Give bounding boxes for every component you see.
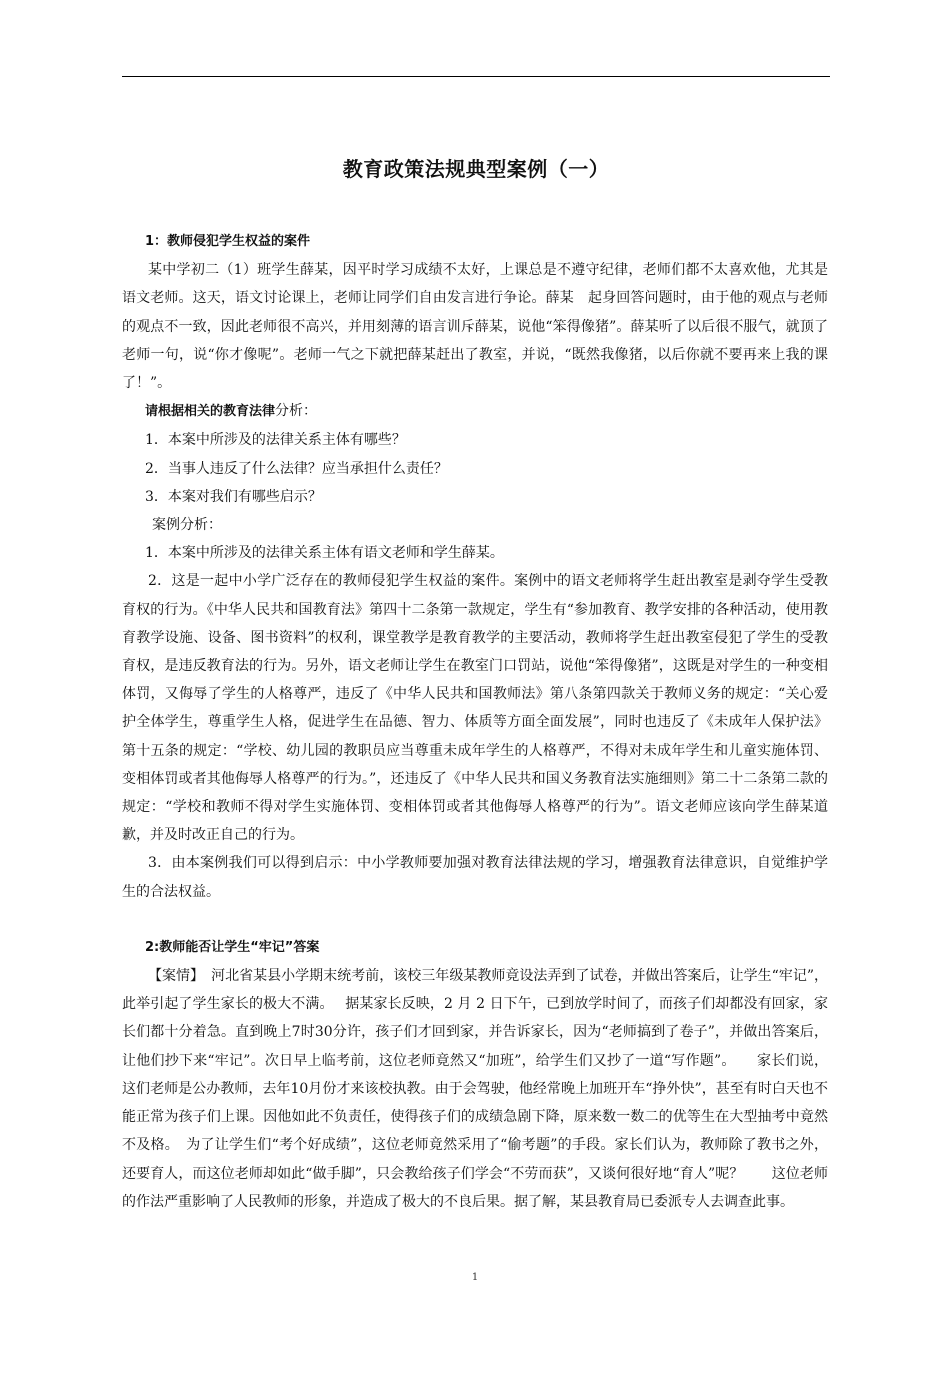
case2-label: 【案情】 xyxy=(148,968,198,985)
header-rule xyxy=(122,76,830,77)
case2-text: 河北省某县小学期末统考前，该校三年级某教师竟设法弄到了试卷，并做出答案后，让学生“牢记”，此举引起了学生家长的极大不满。 据某家长反映，2 月 2 日下午，已到放学时间了，而孩子们却都没有回家，家长们都十分着急。直到晚上7时30分许，孩子们才回到家，并告诉家长，因为“老师搞到了卷子”，并做出答案后，让他们抄下来“牢记”。次日早上临考前，这位老师竟然又“加班”，给学生们又抄了一道“写作题”。 家长们说，这们老师是公办教师，去年10月份才来该校执教。由于会驾驶，他经常晚上加班开车“挣外快”，甚至有时白天也不能正常为孩子们上课。因他如此不负责任，使得孩子们的成绩急剧下降，原来数一数二的优等生在大型抽考中竟然不及格。 为了让学生们“考个好成绩”，这位老师竟然采用了“偷考题”的手段。家长们认为，教师除了教书之外，还要育人，而这位老师却如此“做手脚”，只会教给孩子们学会“不劳而获”，又谈何很好地“育人”呢？ 这位老师的作法严重影响了人民教师的形象，并造成了极大的不良后果。据了解，某县教育局已委派专人去调查此事。 xyxy=(122,968,829,1210)
document-title: 教育政策法规典型案例（一） xyxy=(342,157,610,181)
section-spacer xyxy=(122,906,828,934)
case1-answer: 3．由本案例我们可以得到启示：中小学教师要加强对教育法律法规的学习，增强教育法律意识，自觉维护学生的合法权益。 xyxy=(122,855,828,900)
case2-heading: 2:教师能否让学生“牢记”答案 xyxy=(145,939,320,955)
page-number: 1 xyxy=(471,1272,479,1283)
case1-prompt-rest: 分析： xyxy=(275,403,318,420)
case2-narrative xyxy=(122,962,828,1216)
case1-analysis-label: 案例分析： xyxy=(152,517,222,534)
document-body xyxy=(122,228,828,1216)
case1-prompt xyxy=(122,397,828,426)
case1-question: 3．本案对我们有哪些启示？ xyxy=(145,488,322,505)
case1-question: 2．当事人违反了什么法律？应当承担什么责任？ xyxy=(145,460,448,477)
case1-question: 1．本案中所涉及的法律关系主体有哪些？ xyxy=(145,432,406,449)
case1-heading: 1：教师侵犯学生权益的案件 xyxy=(145,234,311,249)
case1-answer: 2．这是一起中小学广泛存在的教师侵犯学生权益的案件。案例中的语文老师将学生赶出教室是剥夺学生受教育权的行为。《中华人民共和国教育法》第四十二条第一款规定，学生有“参加教育、教学安排的各种活动，使用教育教学设施、设备、图书资料”的权利，课堂教学是教育教学的主要活动，教师将学生赶出教室侵犯了学生的受教育权，是违反教育法的行为。另外，语文老师让学生在教室门口罚站，说他“笨得像猪”，这既是对学生的一种变相体罚，又侮辱了学生的人格尊严，违反了《中华人民共和国教师法》第八条第四款关于教师义务的规定：“关心爱护全体学生，尊重学生人格，促进学生在品德、智力、体质等方面全面发展”，同时也违反了《未成年人保护法》第十五条的规定：“学校、幼儿园的教职员应当尊重未成年学生的人格尊严，不得对未成年学生和儿童实施体罚、变相体罚或者其他侮辱人格尊严的行为。”，还违反了《中华人民共和国义务教育法实施细则》第二十二条第二款的规定：“学校和教师不得对学生实施体罚、变相体罚或者其他侮辱人格尊严的行为”。语文老师应该向学生薛某道歉，并及时改正自己的行为。 xyxy=(122,573,828,844)
case1-answer: 1．本案中所涉及的法律关系主体有语文老师和学生薛某。 xyxy=(145,545,504,562)
case1-narrative: 某中学初二（1）班学生薛某，因平时学习成绩不太好，上课总是不遵守纪律，老师们都不太喜欢他，尤其是语文老师。这天，语文讨论课上，老师让同学们自由发言进行争论。薛某 起身回答问题时，由于他的观点与老师的观点不一致，因此老师很不高兴，并用刻薄的语言训斥薛某，说他“笨得像猪”。薛某听了以后很不服气，就顶了老师一句，说“你才像呢”。老师一气之下就把薛某赶出了教室，并说，“既然我像猪，以后你就不要再来上我的课了！”。 xyxy=(122,262,828,392)
case1-prompt-bold: 请根据相关的教育法律 xyxy=(145,404,276,420)
